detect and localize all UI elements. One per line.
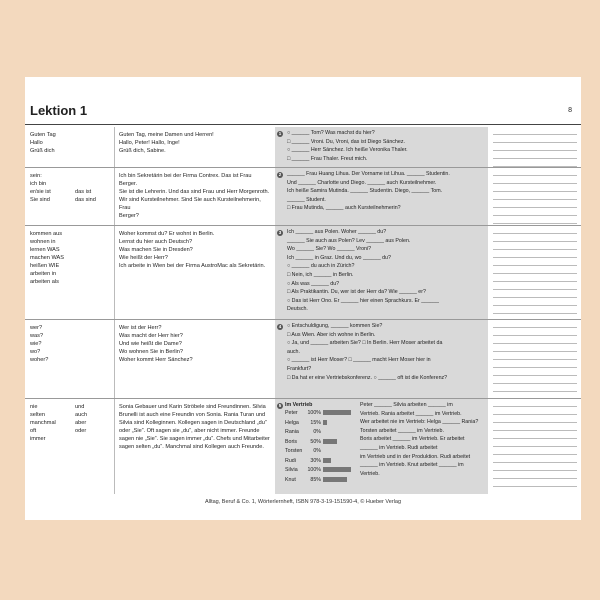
- example-sentence: sagen selten „du“. Manchmal sind Kollegen auch Freunde.: [119, 444, 264, 450]
- vocab-word: oder: [75, 428, 87, 434]
- example-sentence: Ich bin Sekretärin bei der Firma Contrex. Das ist Frau Berger.: [119, 173, 252, 187]
- vocab-word: sein:: [30, 173, 42, 179]
- stat-row: [285, 410, 351, 417]
- notes-lines: [493, 168, 577, 226]
- stat-row: [285, 429, 323, 436]
- vocab-words-secondary: [75, 172, 96, 204]
- vocab-word: wer?: [30, 325, 43, 331]
- stat-bar: [323, 477, 347, 482]
- stat-name: Helga: [285, 419, 299, 426]
- exercise-box: [275, 320, 488, 399]
- writing-line: [493, 328, 577, 336]
- example-sentences: [119, 131, 271, 155]
- example-sentence: Grüß dich, Sabine.: [119, 148, 166, 154]
- example-sentences: [119, 324, 271, 364]
- writing-line: [493, 208, 577, 216]
- stat-name: Knut: [285, 476, 296, 483]
- exercise-line: ○ Entschuldigung, ______ kommen Sie?: [287, 323, 383, 329]
- column-divider: [114, 399, 115, 494]
- exercise-line: Und ______ Charlotte und Diego. ______ auch Kursteilnehmer.: [287, 179, 437, 186]
- writing-line: [493, 184, 577, 192]
- exercise-box: [275, 168, 488, 226]
- vocab-word: arbeiten in: [30, 271, 57, 277]
- stat-percent: 30%: [310, 457, 321, 464]
- lesson-title: Lektion 1: [30, 103, 88, 118]
- exercise-line: Vertrieb.: [360, 470, 380, 477]
- example-sentence: Und wie heißt die Dame?: [119, 341, 182, 347]
- writing-line: [493, 376, 577, 384]
- vocab-word: [75, 172, 96, 180]
- table-row: [25, 167, 581, 226]
- writing-line: [493, 360, 577, 368]
- column-divider: [114, 168, 115, 226]
- table-row: [25, 127, 581, 167]
- vocab-word: was?: [30, 333, 44, 339]
- exercise-line: Peter ______ Silvia arbeiten ______ im: [360, 402, 453, 408]
- workbook-page: [25, 77, 581, 520]
- lesson-header: [25, 102, 581, 125]
- vocab-word: auch: [75, 412, 88, 418]
- stat-name: Torsten: [285, 448, 303, 454]
- vocab-word: manchmal: [30, 420, 56, 426]
- stat-percent: 100%: [307, 467, 321, 473]
- vocab-word: das ist: [75, 189, 92, 195]
- vocab-word: machen WAS: [30, 255, 64, 261]
- writing-line: [493, 384, 577, 392]
- example-sentence: Lernst du hier auch Deutsch?: [119, 239, 193, 245]
- vocab-word: heißen WIE: [30, 263, 60, 269]
- stat-bar: [323, 439, 337, 444]
- writing-line: [493, 290, 577, 298]
- example-sentence: Hallo, Peter! Hallo, Inge!: [119, 140, 180, 146]
- stat-percent: 85%: [310, 476, 321, 483]
- exercise-line: ______ im Vertrieb. Rudi arbeitet: [360, 445, 438, 451]
- example-sentence: Was machen Sie in Dresden?: [119, 247, 193, 253]
- example-sentence: Silvia sind Kolleginnen. Kollegen sagen in Deutschland „du“: [119, 420, 267, 426]
- exercise-number: 2: [278, 172, 282, 177]
- writing-line: [493, 431, 577, 439]
- vocab-word: immer: [30, 436, 46, 442]
- writing-line: [493, 266, 577, 274]
- stat-row: [285, 448, 323, 455]
- writing-line: [493, 298, 577, 306]
- stat-percent: 0%: [313, 429, 321, 435]
- exercise-line: Boris arbeitet ______ im Vertrieb. Er arbeitet: [360, 436, 465, 443]
- exercise-box: [275, 399, 488, 494]
- stat-row: [285, 420, 327, 427]
- example-sentence: Berger?: [119, 213, 139, 219]
- writing-line: [493, 250, 577, 258]
- stat-percent: 0%: [313, 448, 321, 454]
- table-row: [25, 225, 581, 320]
- writing-line: [493, 176, 577, 184]
- exercise-line: Wer arbeitet nie im Vertrieb: Helga ______ Rania?: [360, 419, 479, 426]
- vocab-word: und: [75, 404, 85, 410]
- stat-row: [285, 458, 331, 465]
- stat-bar: [323, 458, 331, 463]
- writing-line: [493, 471, 577, 479]
- vocab-word: selten: [30, 412, 45, 418]
- vocab-word: er/sie ist: [30, 189, 51, 195]
- exercise-line: ○ Ja, und ______ arbeiten Sie? □ In Berlin. Herr Moser arbeitet da: [287, 340, 443, 347]
- exercise-line: □ ______ Frau Thaler. Freut mich.: [287, 155, 368, 162]
- exercise-number: 3: [278, 230, 282, 235]
- column-divider: [114, 320, 115, 399]
- example-sentence: Wie heißt der Herr?: [119, 255, 168, 261]
- vocab-word: [75, 435, 87, 443]
- writing-line: [493, 258, 577, 266]
- exercise-number: 5: [278, 403, 282, 408]
- stat-name: Rudi: [285, 457, 296, 464]
- exercise-line: Frankfurt?: [287, 366, 312, 372]
- stat-row: [285, 439, 337, 446]
- writing-line: [493, 242, 577, 250]
- writing-line: [493, 168, 577, 176]
- notes-lines: [493, 399, 577, 494]
- exercise-line: ______ im Vertrieb. Knut arbeitet ______ im: [360, 462, 464, 469]
- writing-line: [493, 200, 577, 208]
- vocab-word: kommen aus: [30, 231, 63, 237]
- stat-row: [285, 467, 351, 474]
- vocab-word: wie?: [30, 341, 42, 347]
- vocab-word: Hallo: [30, 140, 43, 146]
- example-sentence: Woher kommst du? Er wohnt in Berlin.: [119, 231, 215, 237]
- writing-line: [493, 151, 577, 159]
- vocab-words: [30, 403, 110, 443]
- footer-citation: Alltag, Beruf & Co. 1, Wörterlernheft, ISBN 978-3-19-151590-4, © Hueber Verlag: [204, 499, 402, 505]
- exercise-line: Ich heiße Samira Mutinda. ______ Studentin. Diego, ______ Tom.: [287, 188, 443, 195]
- writing-line: [493, 423, 577, 431]
- vocab-word: nie: [30, 404, 38, 410]
- exercise-line: im Vertrieb und in der Produktion. Rudi arbeitet: [360, 453, 471, 460]
- writing-line: [493, 159, 577, 167]
- exercise-line: Torsten arbeitet ______ im Vertrieb.: [360, 427, 444, 434]
- exercise-line: ○ ______ du auch in Zürich?: [287, 263, 355, 270]
- writing-line: [493, 320, 577, 328]
- writing-line: [493, 447, 577, 455]
- example-sentence: Wir sind Kursteilnehmer. Sind Sie auch Kursteilnehmerin, Frau: [119, 197, 261, 211]
- exercise-line: ○ Das ist Herr Ono. Er ______ hier einen Sprachkurs. Er ______: [287, 297, 439, 304]
- writing-line: [493, 399, 577, 407]
- exercise-line: ○ ______ ist Herr Moser? □ ______ macht Herr Moser hier in: [287, 357, 431, 364]
- vocabulary-table: [25, 127, 581, 497]
- stat-percent: 15%: [310, 419, 321, 426]
- exercise-line: ______ Student.: [287, 196, 326, 203]
- column-divider: [114, 226, 115, 320]
- exercise-line: Deutsch.: [287, 306, 308, 313]
- exercise-line: Vertrieb. Rania arbeitet ______ im Vertrieb.: [360, 410, 462, 417]
- example-sentence: Woher kommt Herr Sánchez?: [119, 357, 193, 363]
- writing-line: [493, 274, 577, 282]
- vocab-word: Grüß dich: [30, 148, 55, 154]
- example-sentence: sagen nie „Sie“. Sie sagen immer „du“. Chefs und Mitarbeiter: [119, 436, 270, 442]
- stat-bar: [323, 420, 327, 425]
- writing-line: [493, 226, 577, 234]
- example-sentence: Brunelli ist auch eine Freundin von Sonia. Rania Turan und: [119, 412, 266, 418]
- stat-bar: [323, 410, 351, 415]
- notes-lines: [493, 320, 577, 399]
- vocab-word: Sie sind: [30, 197, 50, 203]
- writing-line: [493, 135, 577, 143]
- writing-line: [493, 306, 577, 314]
- vocab-words: [30, 131, 110, 155]
- writing-line: [493, 368, 577, 376]
- example-sentence: Sonia Gebauer und Karin Ströbele sind Freundinnen. Silvia: [119, 404, 266, 410]
- vocab-word: arbeiten als: [30, 279, 59, 285]
- example-sentence: Was macht der Herr hier?: [119, 333, 183, 339]
- vocab-words: [30, 230, 110, 286]
- table-row: [25, 398, 581, 494]
- example-sentence: Wo wohnen Sie in Berlin?: [119, 349, 183, 355]
- writing-line: [493, 127, 577, 135]
- table-row: [25, 319, 581, 399]
- stat-percent: 50%: [310, 438, 321, 445]
- exercise-line: □ Als Praktikantin. Du, wer ist der Herr da? Wie ______ er?: [287, 289, 426, 296]
- stat-bar: [323, 467, 351, 472]
- page-number: 8: [568, 107, 572, 114]
- exercise-line: ○ ______ Tom? Was machst du hier?: [287, 130, 375, 136]
- writing-line: [493, 439, 577, 447]
- example-sentence: Guten Tag, meine Damen und Herren!: [119, 132, 214, 138]
- writing-line: [493, 415, 577, 423]
- stat-name: Silvia: [285, 467, 298, 473]
- vocab-word: Guten Tag: [30, 132, 56, 138]
- column-divider: [114, 127, 115, 167]
- example-sentence: Ich arbeite in Wien bei der Firma AustroMac als Sekretärin.: [119, 263, 266, 269]
- exercise-line: ______ Sie auch aus Polen? Lev ______ aus Polen.: [287, 237, 411, 244]
- writing-line: [493, 352, 577, 360]
- example-sentence: Wer ist der Herr?: [119, 325, 162, 331]
- vocab-words: [30, 324, 110, 364]
- exercise-number: 1: [278, 131, 282, 136]
- exercise-line: □ Da hat er eine Vertriebskonferenz. ○ ______ oft ist die Konferenz?: [287, 374, 448, 381]
- exercise-line: Ich ______ in Graz. Und du, wo ______ du?: [287, 254, 391, 261]
- exercise-line: □ Aus Wien. Aber ich wohne in Berlin.: [287, 331, 376, 338]
- vocab-word: woher?: [30, 357, 49, 363]
- exercise-line: □ Frau Mutinda, ______ auch Kursteilnehmerin?: [287, 205, 401, 212]
- example-sentences: [119, 172, 271, 220]
- exercise-line: ○ ______ Herr Sánchez. Ich heiße Veronika Thaler.: [287, 147, 408, 154]
- vocab-word: lernen WAS: [30, 247, 60, 253]
- vocab-words-secondary: [75, 403, 87, 443]
- exercise-number: 4: [278, 324, 282, 329]
- writing-line: [493, 192, 577, 200]
- exercise-line: ○ Als was ______ du?: [287, 280, 340, 287]
- stat-percent: 100%: [307, 410, 321, 416]
- stat-name: Rania: [285, 429, 299, 435]
- exercise-line: Wo ______ Sie? Wo ______ Vroni?: [287, 246, 372, 253]
- writing-line: [493, 143, 577, 151]
- vocab-word: [75, 180, 96, 188]
- example-sentence: oder „Sie“. Oft sagen sie „du“, aber nicht immer. Freunde: [119, 428, 260, 434]
- vocab-word: das sind: [75, 197, 96, 203]
- example-sentences: [119, 403, 271, 451]
- vocab-word: ich bin: [30, 181, 47, 187]
- example-sentences: [119, 230, 271, 270]
- vocab-word: wohnen in: [30, 239, 56, 245]
- vocab-word: oft: [30, 428, 37, 434]
- vocab-words: [30, 172, 110, 204]
- writing-line: [493, 336, 577, 344]
- writing-line: [493, 282, 577, 290]
- exercise-line: □ Nein, ich ______ in Berlin.: [287, 272, 354, 278]
- vocab-word: wo?: [30, 349, 41, 355]
- exercise-line: auch.: [287, 348, 300, 355]
- exercise-box: [275, 226, 488, 320]
- writing-line: [493, 407, 577, 415]
- writing-line: [493, 234, 577, 242]
- example-sentence: Sie ist die Lehrerin. Und das sind Frau und Herr Morgenroth.: [119, 189, 270, 195]
- writing-line: [493, 216, 577, 224]
- stat-name: Peter: [285, 410, 298, 416]
- notes-lines: [493, 226, 577, 320]
- exercise-box: [275, 127, 488, 167]
- stats-title: Im Vertrieb: [285, 402, 313, 408]
- writing-line: [493, 455, 577, 463]
- exercise-line: Ich ______ aus Polen. Woher ______ du?: [287, 229, 387, 235]
- exercise-line: ______ Frau Huang Lihua. Der Vorname ist Lihua. ______ Studentin.: [287, 171, 450, 177]
- notes-lines: [493, 127, 577, 167]
- exercise-line: □ ______ Vroni. Du, Vroni, das ist Diego Sánchez.: [287, 138, 405, 145]
- stat-row: [285, 477, 347, 484]
- stat-name: Boris: [285, 438, 298, 445]
- vocab-word: aber: [75, 420, 87, 426]
- writing-line: [493, 479, 577, 487]
- writing-line: [493, 463, 577, 471]
- writing-line: [493, 344, 577, 352]
